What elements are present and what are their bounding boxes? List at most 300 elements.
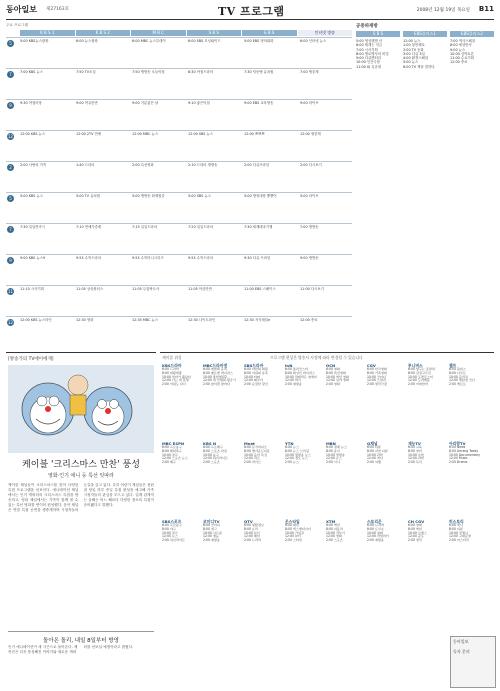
program-line: 12:00 영화	[326, 534, 342, 539]
program-cell	[20, 101, 74, 105]
program-entry: 12:00 생중계	[300, 132, 321, 136]
program-line: 6:00 영화	[326, 367, 340, 371]
channel-name: KBS드라마	[162, 363, 182, 368]
program-line: 2:00 재방송	[367, 538, 384, 543]
program-entry: 9:00 EBS 교육방송	[244, 101, 274, 105]
program-line: 8:00 요리	[244, 526, 258, 531]
program-cell	[20, 132, 74, 136]
program-cell	[20, 287, 74, 291]
program-line: 10:00 포켓몬스터	[408, 374, 433, 379]
program-line: 6:00 한국영화	[367, 367, 387, 371]
second-article-headline: 돌아온 돌리, 내일 8일부터 방영	[8, 631, 154, 644]
program-cell	[300, 225, 354, 229]
cable-channel-header: EBS플러스2	[450, 31, 494, 37]
program-line: 6:00 뉴스	[285, 445, 299, 449]
channel-listing-block	[367, 441, 407, 516]
cable-program-line: 8:00 생로병사의 비밀	[356, 51, 389, 56]
program-line: 2:00 하이라이트	[162, 538, 185, 543]
program-line: 10:00 골프	[162, 452, 178, 457]
broadcast-schedule	[6, 23, 352, 348]
program-line: 10:00 Documentary	[449, 452, 480, 457]
program-line: 2:00 명작	[408, 538, 422, 543]
program-line: 2:00 스포츠	[326, 538, 343, 543]
program-entry: 6:00 SBS 모닝와이드	[188, 39, 221, 43]
program-line: 8:00 증시	[326, 448, 340, 453]
program-cell	[188, 101, 242, 105]
program-entry: 7:10 연예가중계	[76, 225, 102, 229]
program-entry: 12:00 KBS 뉴스라인	[20, 318, 52, 322]
program-line: 10:00 격투기	[326, 530, 345, 535]
program-entry: 7:30 세계테마기행	[244, 225, 273, 229]
program-line: 8:00 해외축구	[162, 448, 182, 453]
program-cell	[132, 225, 186, 229]
program-entry: 11:10 시사기획	[20, 287, 44, 291]
channel-name: tvN	[285, 363, 293, 368]
program-line: 12:00 뉴스	[326, 456, 342, 461]
cable-program-line: 7:00 역사스페셜	[450, 39, 476, 43]
channel-header: E B S	[242, 30, 297, 36]
program-cell	[20, 225, 74, 229]
channel-listing-block	[244, 519, 284, 594]
program-line: 2:00 라이브	[244, 460, 261, 465]
program-entry: 2:00 다큐프라임	[244, 163, 270, 167]
program-cell	[188, 70, 242, 74]
program-line: 8:00 아내의 유혹	[244, 370, 268, 375]
program-cell	[76, 287, 130, 291]
hour-badge: 5	[7, 195, 14, 202]
program-entry: 5:00 TV 유치원	[76, 194, 100, 198]
program-cell	[188, 318, 242, 322]
channel-name: MBC드라마넷	[203, 363, 228, 368]
program-cell	[188, 39, 242, 43]
program-cell	[20, 163, 74, 167]
program-cell	[188, 225, 242, 229]
program-line: 6:00 프로농구	[162, 445, 182, 449]
program-entry: 7:15 일일드라마	[132, 225, 158, 229]
issue-number: 제27163호	[46, 7, 70, 12]
time-slot-row	[6, 254, 352, 286]
program-entry: 6:00 인터넷 뉴스	[300, 39, 327, 43]
program-entry: 9:30 아침마당	[20, 101, 42, 105]
channel-listing-block	[162, 441, 202, 516]
program-entry: 7:50 TV소설	[76, 70, 96, 74]
program-line: 8:00 자동차	[326, 526, 343, 531]
program-cell	[300, 256, 354, 260]
program-line: 2:00 드라마	[244, 538, 261, 543]
program-line: 8:00 야구	[162, 526, 176, 531]
program-line: 2:00 순결한 당신	[244, 382, 268, 387]
program-entry: 7:00 생중계	[300, 70, 319, 74]
program-line: 6:00 생활정보	[244, 523, 264, 527]
program-line: 12:00 리얼리티	[367, 534, 389, 539]
program-line: 12:00 떼루아	[244, 378, 263, 383]
program-cell	[300, 287, 354, 291]
program-line: 6:00 경제 뉴스	[326, 445, 347, 449]
program-line: 2:00 밤이면 밤마다	[203, 382, 230, 387]
channel-listing-block	[449, 363, 489, 438]
program-cell	[76, 101, 130, 105]
hour-badge: 12	[7, 320, 14, 325]
program-line: 10:00 막돼먹은 영애씨	[285, 374, 317, 379]
channel-listing-block	[203, 363, 243, 438]
program-line: 8:00 스포츠 타임	[203, 448, 227, 453]
program-line: 12:00 뉴스	[162, 534, 178, 539]
program-line: 8:00 섹스앤더시티	[285, 526, 311, 531]
program-line: 10:00 음악 특집	[244, 452, 267, 457]
program-line: 6:00 바람의 화원	[244, 367, 268, 371]
program-line: 12:00 공포	[408, 534, 424, 539]
program-line: 12:00 차트	[244, 456, 260, 461]
program-line: 2:00 뉴스	[285, 460, 299, 465]
program-entry: 12:30 지식채널e	[244, 318, 271, 322]
channel-listing-block	[408, 441, 448, 516]
program-line: 2:00 스타일	[285, 538, 302, 543]
hour-badge: 2	[7, 164, 14, 171]
feature-article	[6, 352, 156, 688]
program-line: 6:00 영화	[408, 523, 422, 527]
program-cell	[76, 225, 130, 229]
program-cell	[76, 256, 130, 260]
program-entry: 9:00 여유만만	[76, 101, 98, 105]
time-slot-row	[6, 192, 352, 224]
program-line: 10:00 농구	[203, 452, 219, 457]
publish-date: 2008년 12월 19일 목요일	[416, 8, 470, 13]
cable-program-line: 10:00 인간극장	[356, 60, 380, 65]
program-line: 2:00 여행	[367, 460, 381, 465]
program-line: 12:00 명탐정 코난	[449, 378, 475, 383]
time-slot-row	[6, 223, 352, 255]
article-headline: 케이블 '크리스마스 만찬' 풍성	[22, 460, 140, 470]
program-entry: 2:00 다시보기	[300, 163, 322, 167]
channel-name: CH CGV	[408, 519, 425, 524]
program-line: 10:00 로맨스	[408, 530, 427, 535]
program-line: 10:00 생방송	[326, 452, 345, 457]
program-line: 6:00 짱구는 못말려	[408, 367, 435, 371]
program-cell	[244, 132, 298, 136]
program-cell	[244, 101, 298, 105]
hour-badge: 9	[7, 102, 14, 109]
cable-listing	[450, 39, 494, 65]
channel-listing-block	[367, 519, 407, 594]
program-line: 12:00 심야 영화	[326, 378, 349, 383]
program-line: 12:00 뷰티	[285, 534, 301, 539]
program-line: 12:00 Music	[449, 456, 468, 461]
channel-name: 스토리온	[367, 519, 382, 524]
hour-badge: 7	[7, 226, 14, 233]
program-line: 10:00 전쟁사	[449, 530, 468, 535]
program-entry: 9:10 좋은아침	[188, 101, 210, 105]
program-cell	[188, 287, 242, 291]
channel-listing-block	[162, 363, 202, 438]
hour-badge: 5	[7, 40, 14, 47]
program-entry: 9:00 생방송	[300, 256, 319, 260]
time-slot-row	[6, 285, 352, 317]
program-line: 6:00 뮤직비디오	[244, 445, 267, 449]
program-entry: 5:00 생방송 화제집중	[132, 194, 165, 198]
program-line: 2:00 케로로	[449, 382, 466, 387]
channel-listing-block	[449, 441, 489, 516]
program-cell	[244, 194, 298, 198]
program-line: 12:00 과학	[408, 456, 424, 461]
program-line: 6:00 교육	[408, 445, 422, 449]
program-line: 10:00 코미디	[367, 374, 386, 379]
program-line: 8:00 엠카운트다운	[244, 448, 270, 453]
program-entry: 6:00 MBC 뉴스투데이	[132, 39, 166, 43]
program-entry: 9:55 수목미니시리즈	[132, 256, 164, 260]
program-line: 12:00 도라에몽	[408, 378, 430, 383]
cable-program-line: 9:00 다큐멘터리	[356, 56, 382, 61]
program-cell	[300, 39, 354, 43]
program-cell	[300, 318, 354, 322]
program-entry: 5:00 방귀대장 뿡뿡이	[244, 194, 277, 198]
cable-program-line: 10:00 심야토론	[450, 51, 474, 56]
program-line: 10:00 시트콤	[203, 530, 222, 535]
program-cell	[300, 101, 354, 105]
program-line: 8:00 개그	[203, 526, 217, 531]
program-entry: 6:00 뉴스광장	[76, 39, 98, 43]
program-line: 6:00 에덴의 동쪽	[203, 367, 227, 371]
program-line: 12:00 정오 뉴스	[285, 456, 308, 461]
program-entry: 12:00 종료	[300, 318, 318, 322]
cable-program-line: 8:00 세상만사	[450, 43, 472, 48]
program-entry: 11:05 무릎팍도사	[132, 287, 160, 291]
time-slot-row	[6, 130, 352, 162]
program-entry: 8:30 아침드라마	[188, 70, 214, 74]
program-line: 10:00 과학	[367, 452, 383, 457]
program-cell	[20, 70, 74, 74]
program-cell	[244, 318, 298, 322]
time-slot-row	[6, 161, 352, 193]
hour-badge: 7	[7, 71, 14, 78]
program-entry: 12:35 MBC 뉴스	[132, 318, 159, 322]
channel-header: M B C	[131, 30, 186, 36]
hour-badge: 11	[7, 289, 14, 294]
program-cell	[20, 39, 74, 43]
program-cell	[76, 39, 130, 43]
program-line: 8:00 베토벤 바이러스	[203, 370, 233, 375]
program-cell	[300, 70, 354, 74]
program-line: 8:00 토크쇼	[367, 526, 384, 531]
article-body: 케이블 채널들이 크리스마스를 맞아 다양한 특집 프로그램을 선보인다. 애니메이션 채널에서는 인기 캐릭터의 크리스마스 특집을 방송하고, 영화 채널에서는 가족이 함께 볼 수 있는 특선 영화를 연이어 편성했다. 음악 채널은 연말 특집 공연을 생중계하며 시청자들의 눈길을 끌고 있다. 특히 어린이 채널들은 성탄절 당일 하루 종일 특집 편성을 예고해 가족 시청자들의 관심을 모으고 있다. 업계 관계자는 올해는 어느 해보다 다양한 장르의 특집이 준비됐다고 말했다.	[8, 483, 154, 512]
program-line: 12:00 스포츠 뉴스	[162, 456, 188, 461]
program-line: 8:00 액션	[408, 526, 422, 531]
cable-program-line: 7:00 시사기획	[356, 47, 378, 52]
program-line: 6:00 프로배구	[203, 445, 223, 449]
program-cell	[244, 39, 298, 43]
channel-name: 아리랑TV	[449, 441, 466, 446]
channel-name: QTV	[244, 519, 253, 524]
program-entry: 12:30 나이트라인	[188, 318, 216, 322]
channel-listing-block	[203, 441, 243, 516]
program-line: 8:00 검정고무신	[408, 370, 431, 375]
program-line: 6:00 드라마	[162, 367, 179, 371]
program-line: 10:00 액션 영화	[326, 374, 349, 379]
cable-program-line: 3:00 다큐 3일	[403, 51, 425, 56]
time-slot-row	[6, 99, 352, 131]
program-cell	[20, 256, 74, 260]
cable-program-line: 6:00 세계는 지금	[356, 43, 383, 48]
program-line: 6:00 코미디	[203, 523, 220, 527]
program-cell	[76, 318, 130, 322]
channel-listing-block	[326, 363, 366, 438]
satellite-notice: 프로그램 편성은 방송사 사정에 따라 변경될 수 있습니다	[270, 355, 363, 360]
program-line: 12:00 고대문명	[449, 534, 471, 539]
satellite-caption: 케이블 위성	[162, 355, 182, 360]
program-entry: 2:00 특선영화	[132, 163, 154, 167]
program-entry: 7:00 KBS 뉴스	[20, 70, 43, 74]
program-line: 8:00 대왕세종	[162, 370, 182, 375]
cable-tag: 공중파재방	[356, 24, 378, 29]
cable-channel-header: S B S	[356, 31, 400, 37]
program-line: 2:00 미워도 다시	[162, 382, 186, 387]
program-cell	[132, 194, 186, 198]
program-line: 10:00 뷰티	[244, 530, 260, 535]
program-entry: 7:20 일일드라마	[188, 225, 214, 229]
footer-box-title: 동아일보	[453, 639, 469, 644]
channel-header: 인터넷 방송	[298, 30, 353, 36]
program-entry: 12:00 KBS 뉴스	[20, 132, 46, 136]
program-line: 6:00 프로농구	[162, 523, 182, 527]
channel-name: 투니버스	[408, 363, 423, 368]
program-line: 2:00 배구	[162, 460, 176, 465]
program-cell	[132, 101, 186, 105]
channel-listing-block	[285, 519, 325, 594]
program-cell	[76, 132, 130, 136]
cable-program-line: 1:00 불만제로	[403, 43, 425, 48]
program-entry: 9:00 KBS 뉴스9	[20, 256, 46, 260]
program-line: 2:00 독서	[408, 460, 422, 465]
program-entry: 11:05 상상플러스	[76, 287, 104, 291]
program-cell	[20, 318, 74, 322]
program-line: 2:00 명작극장	[367, 382, 387, 387]
time-slot-row	[6, 68, 352, 100]
program-line: 2:00 Drama	[449, 460, 468, 465]
channel-listing-block	[285, 441, 325, 516]
channel-listing-block	[244, 441, 284, 516]
program-line: 6:00 패션	[285, 523, 299, 527]
program-line: 2:00 재방송	[285, 382, 302, 387]
channel-listing-block	[203, 519, 243, 594]
program-cell	[244, 256, 298, 260]
channel-header: K B S 1	[20, 30, 75, 36]
program-entry: 7:30 일일연속극	[20, 225, 46, 229]
channel-listing-block	[449, 519, 489, 594]
program-line: 2:00 미스터리	[449, 538, 469, 543]
article-subhead: 영화·인기 애니 등 특선 잇따라	[48, 473, 114, 479]
footer-box	[450, 636, 496, 688]
program-entry: 12:00 MBC 뉴스	[132, 132, 159, 136]
cable-program-line: 11:00 VJ 특공대	[356, 64, 382, 69]
program-line: 10:00 타짜	[244, 374, 260, 379]
cartoon-characters-image	[8, 365, 154, 453]
program-cell	[132, 163, 186, 167]
program-line: 6:00 액션	[326, 523, 340, 527]
channel-name: MBC ESPN	[162, 441, 185, 446]
program-cell	[132, 287, 186, 291]
program-line: 12:00 역사	[367, 456, 383, 461]
channel-name: KBS N	[203, 441, 217, 446]
time-slot-row	[6, 37, 352, 69]
program-line: 8:00 화성인 바이러스	[285, 370, 315, 375]
cable-listing	[356, 39, 400, 69]
program-cell	[188, 132, 242, 136]
program-line: 6:00 원피스	[449, 367, 466, 371]
program-entry: 7:30 딩동댕 유치원	[244, 70, 274, 74]
program-line: 8:00 Arirang Today	[449, 448, 479, 453]
program-entry: 9:55 수목드라마	[76, 256, 102, 260]
masthead	[6, 4, 494, 18]
channel-header: S B S	[187, 30, 242, 36]
program-entry: 5:00 EBS 영어회화	[244, 39, 274, 43]
channel-name: SBS드라마	[244, 363, 264, 368]
cable-program-line: 2:00 TV 동화	[403, 47, 424, 52]
hour-badge: 9	[7, 257, 14, 264]
program-entry: 1:40 드라마	[76, 163, 95, 167]
program-entry: 9:55 수목드라마	[188, 256, 214, 260]
schedule-note: 주요 프로그램	[6, 23, 28, 27]
program-line: 12:00 너는 내 운명	[162, 378, 189, 383]
channel-name: 챔프	[449, 363, 457, 368]
program-cell	[188, 194, 242, 198]
program-line: 10:00 가십걸	[285, 530, 304, 535]
program-entry: 11:00 다시보기	[300, 287, 324, 291]
newspaper-logo: 동아일보	[6, 4, 37, 14]
program-line: 8:00 특선영화	[326, 370, 346, 375]
article-kicker: [방송가의 TV에이에게]	[8, 357, 54, 362]
cable-program-line: 12:00 뉴스	[403, 39, 421, 43]
page-number: B11	[478, 5, 494, 13]
channel-listing-block	[285, 363, 325, 438]
program-entry: 9:30 다큐 프라임	[244, 256, 271, 260]
channel-name: Mnet	[244, 441, 255, 446]
program-cell	[132, 256, 186, 260]
channel-listing-block	[326, 519, 366, 594]
program-entry: 2:10 드라마 재방송	[188, 163, 218, 167]
cable-listing	[403, 39, 447, 69]
program-entry: 12:00 SBS 뉴스	[188, 132, 214, 136]
program-entry: 5:00 SBS 뉴스	[188, 194, 211, 198]
program-line: 10:00 엄마가 뿔났다	[162, 374, 191, 379]
program-cell	[76, 70, 130, 74]
cable-program-line: 5:00 뉴스	[403, 60, 419, 65]
program-cell	[300, 163, 354, 167]
program-line: 2:00 스포츠	[203, 460, 220, 465]
channel-name: 온스타일	[285, 519, 300, 524]
program-entry: 5:00 라이브	[300, 194, 319, 198]
channel-listing-block	[244, 363, 284, 438]
program-entry: 7:00 생방송	[300, 225, 319, 229]
channel-name: YTN	[285, 441, 294, 446]
program-entry: 12:30 영화	[76, 318, 94, 322]
program-cell	[132, 70, 186, 74]
program-line: 6:00 드라마	[367, 523, 384, 527]
program-line: 6:00 다큐	[367, 445, 381, 449]
cable-program-line: 5:00 영상앨범 산	[356, 39, 383, 43]
program-entry: 9:00 라이브	[300, 101, 319, 105]
channel-name: SBS스포츠	[162, 519, 182, 524]
program-cell	[76, 194, 130, 198]
channel-name: 코미디TV	[203, 519, 220, 524]
schedule-grid	[6, 37, 352, 348]
channel-name: XTM	[326, 519, 336, 524]
channel-listing-block	[162, 519, 202, 594]
program-line: 8:00 나루토	[449, 370, 466, 375]
program-cell	[244, 70, 298, 74]
program-cell	[132, 132, 186, 136]
program-entry: 2:00 사랑의 가족	[20, 163, 47, 167]
channel-listing-block	[408, 363, 448, 438]
program-line: 12:00 스릴러	[367, 378, 386, 383]
